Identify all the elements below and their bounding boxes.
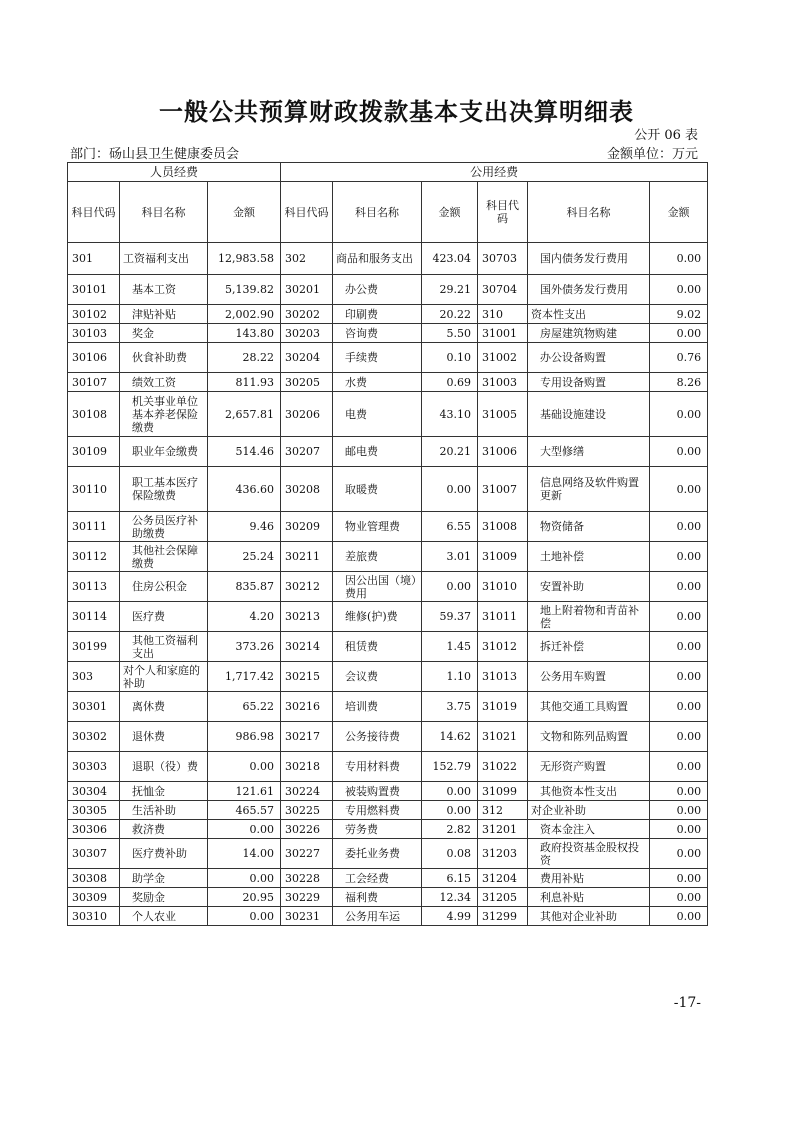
row-amount: 0.00 — [650, 782, 708, 801]
row-code: 31003 — [478, 373, 528, 392]
table-row — [68, 801, 708, 820]
row-name: 医疗费 — [120, 602, 208, 632]
row-code: 30203 — [281, 324, 333, 343]
row-amount: 0.00 — [650, 572, 708, 602]
row-name: 职业年金缴费 — [120, 437, 208, 467]
row-code: 31002 — [478, 343, 528, 373]
row-amount: 0.00 — [650, 820, 708, 839]
row-amount: 0.00 — [650, 888, 708, 907]
row-amount: 65.22 — [208, 692, 281, 722]
row-name: 抚恤金 — [120, 782, 208, 801]
row-name: 离休费 — [120, 692, 208, 722]
row-code: 30229 — [281, 888, 333, 907]
table-row — [68, 275, 708, 305]
row-name: 救济费 — [120, 820, 208, 839]
row-code: 30310 — [68, 907, 120, 926]
row-amount: 0.00 — [650, 907, 708, 926]
row-code: 30214 — [281, 632, 333, 662]
table-row — [68, 437, 708, 467]
row-amount: 2,657.81 — [208, 392, 281, 437]
row-name: 无形资产购置 — [528, 752, 650, 782]
row-code: 31201 — [478, 820, 528, 839]
row-code: 30217 — [281, 722, 333, 752]
header-name: 科目名称 — [528, 182, 650, 243]
table-row — [68, 512, 708, 542]
row-amount: 0.00 — [650, 869, 708, 888]
header-amount: 金额 — [650, 182, 708, 243]
row-name: 取暖费 — [333, 467, 422, 512]
row-amount: 25.24 — [208, 542, 281, 572]
row-code: 31006 — [478, 437, 528, 467]
row-name: 信息网络及软件购置更新 — [528, 467, 650, 512]
row-name: 文物和陈列品购置 — [528, 722, 650, 752]
row-amount: 152.79 — [422, 752, 478, 782]
row-name: 对个人和家庭的补助 — [120, 662, 208, 692]
row-amount: 0.00 — [650, 437, 708, 467]
header-code: 科目代码 — [68, 182, 120, 243]
row-code: 31204 — [478, 869, 528, 888]
row-code: 30213 — [281, 602, 333, 632]
row-name: 物业管理费 — [333, 512, 422, 542]
row-amount: 9.02 — [650, 305, 708, 324]
row-code: 30206 — [281, 392, 333, 437]
row-amount: 12.34 — [422, 888, 478, 907]
row-code: 30209 — [281, 512, 333, 542]
row-amount: 28.22 — [208, 343, 281, 373]
row-name: 住房公积金 — [120, 572, 208, 602]
table-row — [68, 305, 708, 324]
header-amount: 金额 — [208, 182, 281, 243]
row-amount: 0.00 — [208, 907, 281, 926]
row-amount: 0.00 — [650, 324, 708, 343]
row-amount: 9.46 — [208, 512, 281, 542]
row-amount: 14.00 — [208, 839, 281, 869]
row-name: 差旅费 — [333, 542, 422, 572]
table-row — [68, 692, 708, 722]
row-code: 30224 — [281, 782, 333, 801]
row-amount: 811.93 — [208, 373, 281, 392]
row-amount: 0.00 — [422, 572, 478, 602]
row-name: 公务员医疗补助缴费 — [120, 512, 208, 542]
row-name: 医疗费补助 — [120, 839, 208, 869]
row-amount: 0.00 — [650, 512, 708, 542]
row-amount: 423.04 — [422, 243, 478, 275]
row-amount: 0.00 — [650, 801, 708, 820]
row-code: 30225 — [281, 801, 333, 820]
section-personnel-header: 人员经费 — [68, 163, 281, 182]
table-row — [68, 782, 708, 801]
table-row — [68, 662, 708, 692]
row-name: 奖励金 — [120, 888, 208, 907]
row-code: 30112 — [68, 542, 120, 572]
row-amount: 121.61 — [208, 782, 281, 801]
row-name: 印刷费 — [333, 305, 422, 324]
table-row — [68, 572, 708, 602]
row-amount: 0.00 — [422, 801, 478, 820]
row-code: 31011 — [478, 602, 528, 632]
row-name: 机关事业单位基本养老保险缴费 — [120, 392, 208, 437]
row-amount: 2.82 — [422, 820, 478, 839]
row-name: 资本性支出 — [528, 305, 650, 324]
row-code: 31013 — [478, 662, 528, 692]
row-name: 助学金 — [120, 869, 208, 888]
row-code: 30205 — [281, 373, 333, 392]
row-name: 水费 — [333, 373, 422, 392]
column-header-row — [68, 182, 708, 243]
row-name: 其他工资福利支出 — [120, 632, 208, 662]
row-name: 专用设备购置 — [528, 373, 650, 392]
row-name: 劳务费 — [333, 820, 422, 839]
row-code: 31203 — [478, 839, 528, 869]
row-code: 30199 — [68, 632, 120, 662]
row-amount: 0.00 — [422, 467, 478, 512]
row-code: 31010 — [478, 572, 528, 602]
row-amount: 0.00 — [650, 542, 708, 572]
row-name: 费用补贴 — [528, 869, 650, 888]
row-name: 商品和服务支出 — [333, 243, 422, 275]
row-code: 31012 — [478, 632, 528, 662]
table-row — [68, 820, 708, 839]
row-code: 30227 — [281, 839, 333, 869]
row-amount: 2,002.90 — [208, 305, 281, 324]
row-code: 30307 — [68, 839, 120, 869]
row-name: 伙食补助费 — [120, 343, 208, 373]
row-amount: 0.76 — [650, 343, 708, 373]
row-code: 30218 — [281, 752, 333, 782]
row-amount: 29.21 — [422, 275, 478, 305]
row-code: 30302 — [68, 722, 120, 752]
row-amount: 0.10 — [422, 343, 478, 373]
row-name: 公务用车运 — [333, 907, 422, 926]
row-code: 30309 — [68, 888, 120, 907]
row-code: 30109 — [68, 437, 120, 467]
row-code: 30306 — [68, 820, 120, 839]
row-name: 会议费 — [333, 662, 422, 692]
row-code: 303 — [68, 662, 120, 692]
row-code: 30204 — [281, 343, 333, 373]
row-name: 国外债务发行费用 — [528, 275, 650, 305]
row-name: 工会经费 — [333, 869, 422, 888]
row-name: 咨询费 — [333, 324, 422, 343]
row-code: 30113 — [68, 572, 120, 602]
row-amount: 0.00 — [650, 692, 708, 722]
row-amount: 8.26 — [650, 373, 708, 392]
row-code: 31299 — [478, 907, 528, 926]
row-amount: 0.00 — [650, 722, 708, 752]
row-amount: 3.01 — [422, 542, 478, 572]
row-amount: 1.45 — [422, 632, 478, 662]
row-code: 30114 — [68, 602, 120, 632]
form-number: 公开 06 表 — [634, 128, 698, 143]
row-name: 大型修缮 — [528, 437, 650, 467]
row-code: 312 — [478, 801, 528, 820]
row-code: 30305 — [68, 801, 120, 820]
row-name: 津贴补贴 — [120, 305, 208, 324]
row-amount: 0.69 — [422, 373, 478, 392]
table-row — [68, 752, 708, 782]
row-amount: 0.00 — [650, 467, 708, 512]
row-amount: 6.15 — [422, 869, 478, 888]
row-name: 土地补偿 — [528, 542, 650, 572]
department-label: 部门：砀山县卫生健康委员会 — [70, 147, 240, 162]
row-code: 301 — [68, 243, 120, 275]
row-code: 30111 — [68, 512, 120, 542]
row-code: 30207 — [281, 437, 333, 467]
header-name: 科目名称 — [333, 182, 422, 243]
row-amount: 4.20 — [208, 602, 281, 632]
row-amount: 20.22 — [422, 305, 478, 324]
row-name: 工资福利支出 — [120, 243, 208, 275]
row-code: 30102 — [68, 305, 120, 324]
table-row — [68, 343, 708, 373]
row-name: 被装购置费 — [333, 782, 422, 801]
row-code: 31007 — [478, 467, 528, 512]
row-amount: 0.08 — [422, 839, 478, 869]
row-amount: 1,717.42 — [208, 662, 281, 692]
row-code: 30704 — [478, 275, 528, 305]
row-amount: 0.00 — [650, 632, 708, 662]
row-amount: 0.00 — [650, 392, 708, 437]
table-row — [68, 888, 708, 907]
row-amount: 835.87 — [208, 572, 281, 602]
row-code: 31008 — [478, 512, 528, 542]
row-code: 30301 — [68, 692, 120, 722]
header-amount: 金额 — [422, 182, 478, 243]
header-code: 科目代码 — [281, 182, 333, 243]
row-amount: 0.00 — [650, 275, 708, 305]
row-code: 31009 — [478, 542, 528, 572]
table-row — [68, 392, 708, 437]
row-amount: 986.98 — [208, 722, 281, 752]
row-amount: 0.00 — [208, 869, 281, 888]
table-row — [68, 467, 708, 512]
row-name: 拆迁补偿 — [528, 632, 650, 662]
row-code: 30308 — [68, 869, 120, 888]
row-name: 生活补助 — [120, 801, 208, 820]
row-amount: 20.95 — [208, 888, 281, 907]
row-code: 30101 — [68, 275, 120, 305]
expenditure-table — [67, 162, 708, 926]
row-name: 办公设备购置 — [528, 343, 650, 373]
row-name: 办公费 — [333, 275, 422, 305]
row-name: 对企业补助 — [528, 801, 650, 820]
row-amount: 373.26 — [208, 632, 281, 662]
row-code: 30107 — [68, 373, 120, 392]
row-code: 30211 — [281, 542, 333, 572]
row-name: 委托业务费 — [333, 839, 422, 869]
row-amount: 4.99 — [422, 907, 478, 926]
row-code: 31001 — [478, 324, 528, 343]
row-amount: 5.50 — [422, 324, 478, 343]
row-amount: 0.00 — [650, 662, 708, 692]
row-code: 30215 — [281, 662, 333, 692]
row-name: 基础设施建设 — [528, 392, 650, 437]
row-name: 因公出国（境）费用 — [333, 572, 422, 602]
row-amount: 12,983.58 — [208, 243, 281, 275]
row-code: 30703 — [478, 243, 528, 275]
row-code: 302 — [281, 243, 333, 275]
row-amount: 59.37 — [422, 602, 478, 632]
row-amount: 1.10 — [422, 662, 478, 692]
row-name: 退休费 — [120, 722, 208, 752]
row-code: 30216 — [281, 692, 333, 722]
row-amount: 43.10 — [422, 392, 478, 437]
row-code: 30208 — [281, 467, 333, 512]
row-name: 其他资本性支出 — [528, 782, 650, 801]
row-name: 专用材料费 — [333, 752, 422, 782]
table-row — [68, 907, 708, 926]
row-amount: 436.60 — [208, 467, 281, 512]
row-code: 30212 — [281, 572, 333, 602]
page-number: -17- — [673, 995, 701, 1011]
table-row — [68, 602, 708, 632]
table-row — [68, 632, 708, 662]
header-name: 科目名称 — [120, 182, 208, 243]
row-code: 30226 — [281, 820, 333, 839]
row-name: 手续费 — [333, 343, 422, 373]
table-row — [68, 869, 708, 888]
row-name: 专用燃料费 — [333, 801, 422, 820]
row-code: 30108 — [68, 392, 120, 437]
row-amount: 0.00 — [650, 752, 708, 782]
row-name: 公务用车购置 — [528, 662, 650, 692]
row-code: 31099 — [478, 782, 528, 801]
row-name: 房屋建筑物购建 — [528, 324, 650, 343]
row-name: 国内债务发行费用 — [528, 243, 650, 275]
row-name: 利息补贴 — [528, 888, 650, 907]
row-name: 绩效工资 — [120, 373, 208, 392]
row-name: 基本工资 — [120, 275, 208, 305]
row-code: 30228 — [281, 869, 333, 888]
row-name: 政府投资基金股权投资 — [528, 839, 650, 869]
row-name: 维修(护)费 — [333, 602, 422, 632]
row-amount: 0.00 — [208, 820, 281, 839]
amount-unit-label: 金额单位：万元 — [606, 147, 698, 162]
row-name: 其他交通工具购置 — [528, 692, 650, 722]
row-code: 31021 — [478, 722, 528, 752]
row-name: 邮电费 — [333, 437, 422, 467]
row-name: 培训费 — [333, 692, 422, 722]
row-name: 奖金 — [120, 324, 208, 343]
row-name: 物资储备 — [528, 512, 650, 542]
row-name: 电费 — [333, 392, 422, 437]
row-name: 其他社会保障缴费 — [120, 542, 208, 572]
row-amount: 20.21 — [422, 437, 478, 467]
row-name: 安置补助 — [528, 572, 650, 602]
row-amount: 3.75 — [422, 692, 478, 722]
row-amount: 6.55 — [422, 512, 478, 542]
row-code: 30103 — [68, 324, 120, 343]
row-amount: 0.00 — [650, 839, 708, 869]
table-row — [68, 722, 708, 752]
table-row — [68, 373, 708, 392]
row-code: 30110 — [68, 467, 120, 512]
row-amount: 143.80 — [208, 324, 281, 343]
row-code: 31019 — [478, 692, 528, 722]
row-name: 职工基本医疗保险缴费 — [120, 467, 208, 512]
row-code: 31022 — [478, 752, 528, 782]
row-name: 资本金注入 — [528, 820, 650, 839]
row-code: 31005 — [478, 392, 528, 437]
row-code: 30106 — [68, 343, 120, 373]
row-code: 30201 — [281, 275, 333, 305]
row-name: 退职（役）费 — [120, 752, 208, 782]
row-name: 福利费 — [333, 888, 422, 907]
row-code: 310 — [478, 305, 528, 324]
row-name: 其他对企业补助 — [528, 907, 650, 926]
row-code: 30202 — [281, 305, 333, 324]
row-amount: 14.62 — [422, 722, 478, 752]
row-name: 公务接待费 — [333, 722, 422, 752]
page-title: 一般公共预算财政拨款基本支出决算明细表 — [159, 97, 634, 126]
row-amount: 0.00 — [422, 782, 478, 801]
table-row — [68, 324, 708, 343]
row-amount: 0.00 — [208, 752, 281, 782]
row-name: 地上附着物和青苗补偿 — [528, 602, 650, 632]
row-name: 租赁费 — [333, 632, 422, 662]
header-code: 科目代码 — [478, 182, 528, 243]
row-code: 30304 — [68, 782, 120, 801]
row-amount: 514.46 — [208, 437, 281, 467]
section-public-header: 公用经费 — [281, 163, 708, 182]
row-code: 31205 — [478, 888, 528, 907]
table-row — [68, 542, 708, 572]
row-amount: 5,139.82 — [208, 275, 281, 305]
row-code: 30303 — [68, 752, 120, 782]
table-row — [68, 243, 708, 275]
table-row — [68, 839, 708, 869]
row-amount: 0.00 — [650, 243, 708, 275]
row-amount: 0.00 — [650, 602, 708, 632]
row-code: 30231 — [281, 907, 333, 926]
row-amount: 465.57 — [208, 801, 281, 820]
row-name: 个人农业 — [120, 907, 208, 926]
